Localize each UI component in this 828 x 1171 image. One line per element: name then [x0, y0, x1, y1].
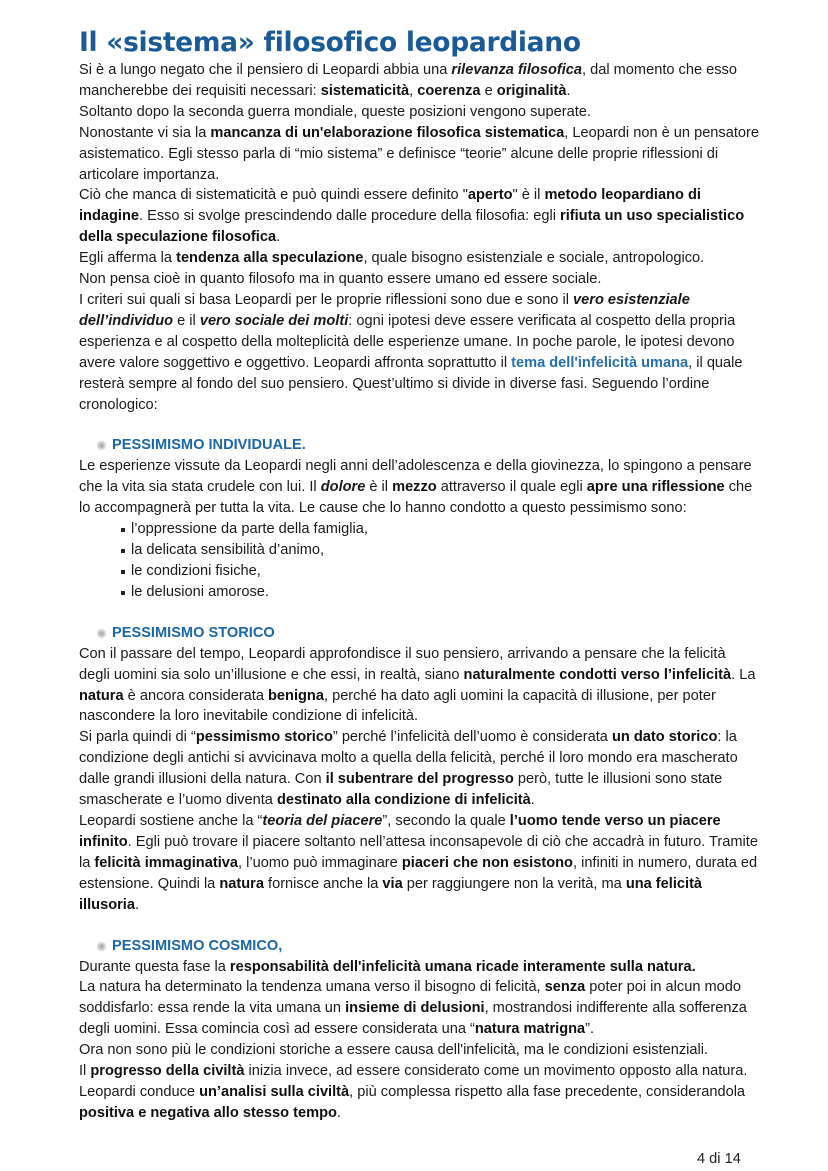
document-page: [79, 26, 759, 1124]
intro-paragraph-2: Soltanto dopo la seconda guerra mondiale, queste posizioni vengono superate.: [79, 103, 591, 120]
list-item: la delicata sensibilità d’animo,: [121, 540, 759, 561]
list-item: le condizioni fisiche,: [121, 561, 759, 582]
section-heading-cosmico: PESSIMISMO COSMICO,: [79, 936, 759, 957]
cosmico-paragraph-1: Durante questa fase la responsabilità dell'infelicità umana ricade interamente sulla natura.: [79, 958, 696, 975]
section-heading-individuale: PESSIMISMO INDIVIDUALE.: [79, 435, 759, 456]
gear-bullet-icon: [97, 942, 106, 951]
causes-list: [79, 519, 759, 603]
intro-paragraph-3: Nonostante vi sia la mancanza di un'elaborazione filosofica sistematica, Leopardi non è un pensatore asistematico. Egli stesso parla di “mio sistema” e definisce “teorie” alcune delle proprie riflessioni di articolare importanza.: [79, 124, 759, 183]
storico-paragraph-2: Si parla quindi di “pessimismo storico” perché l’infelicità dell’uomo è considerata un dato storico: la condizione degli antichi si avvicinava molto a quella della felicità, perché il loro mondo era mascherato dalle grandi illusioni della natura. Con il subentrare del progresso però, tutte le illusioni sono state smascherate e l’uomo diventa destinato alla condizione di infelicità.: [79, 729, 738, 809]
storico-paragraph-3: Leopardi sostiene anche la “teoria del piacere”, secondo la quale l’uomo tende verso un piacere infinito. Egli può trovare il piacere soltanto nell’attesa inconsapevole di ciò che accadrà in futuro. Tramite la felicità immaginativa, l’uomo può immaginare piaceri che non esistono, infiniti in numero, durata ed estensione. Quindi la natura fornisce anche la via per raggiungere non la verità, ma una felicità illusoria.: [79, 813, 758, 913]
list-item: l’oppressione da parte della famiglia,: [121, 519, 759, 540]
intro-paragraph-4: Ciò che manca di sistematicità e può quindi essere definito "aperto" è il metodo leopardiano di indagine. Esso si svolge prescindendo dalle procedure della filosofia: egli rifiuta un uso specialistico della speculazione filosofica.: [79, 187, 745, 246]
page-number: 4 di 14: [697, 1151, 741, 1167]
intro-paragraph-5: Egli afferma la tendenza alla speculazione, quale bisogno esistenziale e sociale, antropologico.: [79, 250, 705, 267]
gear-bullet-icon: [97, 441, 106, 450]
highlighted-theme: tema dell'infelicità umana: [511, 354, 689, 371]
individuale-paragraph-1: Le esperienze vissute da Leopardi negli anni dell’adolescenza e della giovinezza, lo spingono a pensare che la vita sia stata crudele con lui. Il dolore è il mezzo attraverso il quale egli apre una riflessione che lo accompagnerà per tutta la vita. Le cause che lo hanno condotto a questo pessimismo sono:: [79, 458, 753, 517]
intro-paragraph-1: Si è a lungo negato che il pensiero di Leopardi abbia una rilevanza filosofica, dal momento che esso mancherebbe dei requisiti necessari: sistematicità, coerenza e originalità.: [79, 62, 737, 99]
intro-paragraph-7: I criteri sui quali si basa Leopardi per le proprie riflessioni sono due e sono il vero esistenziale dell’individuo e il vero sociale dei molti: ogni ipotesi deve essere verificata al cospetto della propria esperienza e al cospetto della molteplicità delle esperienze umane. In poche parole, le ipotesi devono avere valore soggettivo e oggettivo. Leopardi affronta soprattutto il tema dell'infelicità umana, il quale resterà sempre al fondo del suo pensiero. Quest’ultimo si divide in diverse fasi. Seguendo l’ordine cronologico:: [79, 291, 743, 413]
cosmico-paragraph-3: Ora non sono più le condizioni storiche a essere causa dell'infelicità, ma le condizioni esistenziali.: [79, 1042, 709, 1059]
page-title: Il «sistema» filosofico leopardiano: [79, 27, 581, 58]
cosmico-paragraph-2: La natura ha determinato la tendenza umana verso il bisogno di felicità, senza poter poi in alcun modo soddisfarlo: essa rende la vita umana un insieme di delusioni, mostrandosi indifferente alla sofferenza degli uomini. Essa comincia così ad essere considerata una “natura matrigna”.: [79, 979, 747, 1038]
intro-paragraph-6: Non pensa cioè in quanto filosofo ma in quanto essere umano ed essere sociale.: [79, 271, 602, 288]
cosmico-paragraph-4: Il progresso della civiltà inizia invece, ad essere considerato come un movimento opposto alla natura. Leopardi conduce un’analisi sulla civiltà, più complessa rispetto alla fase precedente, considerandola positiva e negativa allo stesso tempo.: [79, 1063, 748, 1121]
section-heading-storico: PESSIMISMO STORICO: [79, 623, 759, 644]
list-item: le delusioni amorose.: [121, 582, 759, 603]
storico-paragraph-1: Con il passare del tempo, Leopardi approfondisce il suo pensiero, arrivando a pensare che la felicità degli uomini sia solo un’illusione e che essi, in realtà, siano naturalmente condotti verso l’infelicità. La natura è ancora considerata benigna, perché ha dato agli uomini la capacità di illusione, per poter nascondere la loro inevitabile condizione di infelicità.: [79, 645, 756, 725]
gear-bullet-icon: [97, 629, 106, 638]
